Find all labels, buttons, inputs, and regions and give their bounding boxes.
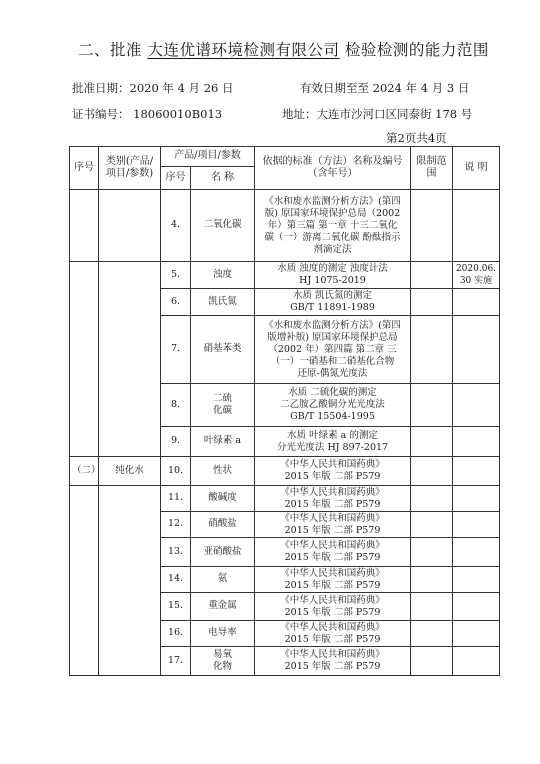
header-limit: 限制范围 xyxy=(411,147,453,190)
row-parameter-name: 浊度 xyxy=(191,262,255,289)
row-limit xyxy=(411,289,453,316)
header-sub-seq: 序号 xyxy=(161,167,191,190)
organization-name: 大连优谱环境检测有限公司 xyxy=(147,41,340,59)
row-standard: 《中华人民共和国药典》 2015 年版 二部 P579 xyxy=(255,647,411,676)
row-parameter-name: 氨 xyxy=(191,567,255,593)
row-standard: 《中华人民共和国药典》 2015 年版 二部 P579 xyxy=(255,457,411,486)
row-note xyxy=(453,593,500,621)
row-note xyxy=(453,621,500,647)
row-number: 6. xyxy=(161,289,191,316)
row-parameter-name: 硝酸盐 xyxy=(191,512,255,538)
row-limit xyxy=(411,621,453,647)
row-limit xyxy=(411,427,453,457)
row-standard: 《中华人民共和国药典》 2015 年版 二部 P579 xyxy=(255,486,411,512)
header-product: 产品/项目/参数 xyxy=(161,147,255,167)
row-number: 10. xyxy=(161,457,191,486)
title-suffix: 检验检测的能力范围 xyxy=(344,41,489,59)
row-note xyxy=(453,647,500,676)
row-parameter-name: 二硫 化碳 xyxy=(191,384,255,427)
row-number: 16. xyxy=(161,621,191,647)
address: 地址：大连市沙河口区同泰街 178 号 xyxy=(282,107,473,121)
group2-category-cell: 纯化水 xyxy=(99,457,161,486)
header-standard: 依据的标准（方法）名称及编号（含年号） xyxy=(255,147,411,190)
row-note xyxy=(453,538,500,567)
page-title xyxy=(78,38,489,60)
row-number: 4. xyxy=(161,190,191,262)
header-sub-name: 名 称 xyxy=(191,167,255,190)
row-number: 12. xyxy=(161,512,191,538)
header-note: 说 明 xyxy=(453,147,500,190)
row-limit xyxy=(411,316,453,384)
page-number: 第2页共4页 xyxy=(386,131,447,145)
row-note: 2020.06. 30 实施 xyxy=(453,262,500,289)
row-limit xyxy=(411,384,453,427)
row-standard: 《水和废水监测分析方法》(第四 版增补版) 原国家环境保护总局 （2002 年）第四篇 第二章 三 （一）一硝基和二硝基化合物 还原-偶氮光度法 xyxy=(255,316,411,384)
row-note xyxy=(453,384,500,427)
table-row xyxy=(70,190,500,262)
row-parameter-name: 电导率 xyxy=(191,621,255,647)
table-row xyxy=(70,457,500,486)
row-note xyxy=(453,316,500,384)
title-prefix: 二、批准 xyxy=(78,41,143,59)
row-note xyxy=(453,457,500,486)
row-parameter-name: 叶绿素 a xyxy=(191,427,255,457)
group2-seq-cell: （二） xyxy=(70,457,99,486)
row-limit xyxy=(411,190,453,262)
row-limit xyxy=(411,512,453,538)
row-standard: 《中华人民共和国药典》 2015 年版 二部 P579 xyxy=(255,593,411,621)
row-parameter-name: 硝基苯类 xyxy=(191,316,255,384)
row-parameter-name: 性状 xyxy=(191,457,255,486)
group-category-cell-span xyxy=(99,486,161,676)
row-note xyxy=(453,289,500,316)
row-limit xyxy=(411,567,453,593)
row-parameter-name: 重金属 xyxy=(191,593,255,621)
table-header-row xyxy=(70,147,500,167)
table-row xyxy=(70,486,500,512)
row-number: 13. xyxy=(161,538,191,567)
capability-table xyxy=(69,146,500,676)
table-row xyxy=(70,262,500,289)
row-standard: 水质 叶绿素 a 的测定 分光光度法 HJ 897-2017 xyxy=(255,427,411,457)
row-note xyxy=(453,486,500,512)
row-parameter-name: 二氧化碳 xyxy=(191,190,255,262)
row-limit xyxy=(411,457,453,486)
row-limit xyxy=(411,593,453,621)
group-seq-cell-span xyxy=(70,486,99,676)
group1-seq-cell xyxy=(70,190,99,262)
header-category: 类别(产品/项目/参数) xyxy=(99,147,161,190)
group-category-cell-span xyxy=(99,262,161,457)
row-number: 8. xyxy=(161,384,191,427)
row-standard: 水质 浊度的测定 浊度计法 HJ 1075-2019 xyxy=(255,262,411,289)
row-parameter-name: 酸碱度 xyxy=(191,486,255,512)
row-standard: 《中华人民共和国药典》 2015 年版 二部 P579 xyxy=(255,512,411,538)
row-note xyxy=(453,427,500,457)
row-limit xyxy=(411,486,453,512)
row-parameter-name: 易氧 化物 xyxy=(191,647,255,676)
row-standard: 水质 二硫化碳的测定 二乙胺乙酸铜分光光度法 GB/T 15504-1995 xyxy=(255,384,411,427)
row-number: 7. xyxy=(161,316,191,384)
valid-until: 有效日期至至 2024 年 4 月 3 日 xyxy=(300,81,470,95)
row-standard: 《水和废水监测分析方法》(第四 版) 原国家环境保护总局（2002 年）第三篇 第一章 十三二氧化 碳（一）游离二氧化碳 酚酞指示 剂滴定法 xyxy=(255,190,411,262)
row-number: 5. xyxy=(161,262,191,289)
row-number: 17. xyxy=(161,647,191,676)
row-standard: 水质 凯氏氮的测定 GB/T 11891-1989 xyxy=(255,289,411,316)
row-limit xyxy=(411,647,453,676)
row-parameter-name: 凯氏氮 xyxy=(191,289,255,316)
group1-category-cell xyxy=(99,190,161,262)
row-limit xyxy=(411,262,453,289)
row-parameter-name: 亚硝酸盐 xyxy=(191,538,255,567)
group-seq-cell-span xyxy=(70,262,99,457)
row-note xyxy=(453,512,500,538)
row-number: 15. xyxy=(161,593,191,621)
certificate-number: 证书编号： 18060010B013 xyxy=(72,107,223,121)
row-standard: 《中华人民共和国药典》 2015 年版 二部 P579 xyxy=(255,538,411,567)
header-seq: 序号 xyxy=(70,147,99,190)
row-number: 11. xyxy=(161,486,191,512)
row-limit xyxy=(411,538,453,567)
row-standard: 《中华人民共和国药典》 2015 年版 二部 P579 xyxy=(255,567,411,593)
row-number: 9. xyxy=(161,427,191,457)
row-note xyxy=(453,190,500,262)
approval-date: 批准日期：2020 年 4 月 26 日 xyxy=(72,81,234,95)
row-note xyxy=(453,567,500,593)
row-standard: 《中华人民共和国药典》 2015 年版 二部 P579 xyxy=(255,621,411,647)
row-number: 14. xyxy=(161,567,191,593)
